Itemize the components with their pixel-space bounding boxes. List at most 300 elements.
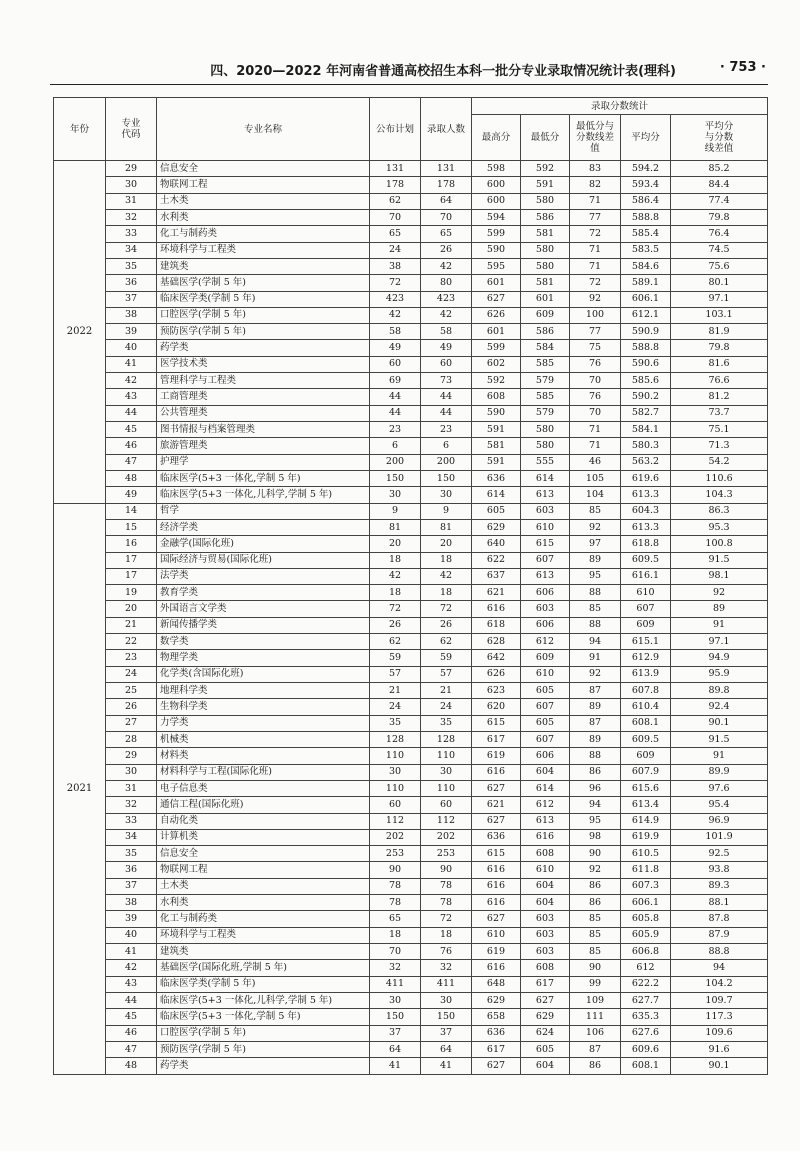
header-stats-group: 录取分数统计: [472, 98, 768, 115]
min-diff-cell: 85: [570, 503, 621, 519]
avg-cell: 586.4: [621, 193, 671, 209]
admitted-cell: 37: [421, 1025, 472, 1041]
min-cell: 609: [521, 650, 570, 666]
name-cell: 土木类: [157, 193, 370, 209]
admitted-cell: 64: [421, 1041, 472, 1057]
avg-cell: 580.3: [621, 438, 671, 454]
max-cell: 636: [472, 829, 521, 845]
name-cell: 土木类: [157, 878, 370, 894]
code-cell: 43: [106, 976, 157, 992]
code-cell: 43: [106, 389, 157, 405]
avg-cell: 589.1: [621, 275, 671, 291]
min-diff-cell: 104: [570, 487, 621, 503]
min-diff-cell: 76: [570, 356, 621, 372]
min-diff-cell: 88: [570, 748, 621, 764]
table-row: [54, 699, 768, 715]
plan-cell: 131: [370, 161, 421, 177]
plan-cell: 62: [370, 634, 421, 650]
code-cell: 20: [106, 601, 157, 617]
min-diff-cell: 71: [570, 242, 621, 258]
min-diff-cell: 85: [570, 944, 621, 960]
plan-cell: 423: [370, 291, 421, 307]
name-cell: 地理科学类: [157, 683, 370, 699]
avg-cell: 613.3: [621, 487, 671, 503]
code-cell: 21: [106, 617, 157, 633]
min-diff-cell: 72: [570, 275, 621, 291]
table-row: [54, 503, 768, 519]
table-row: [54, 552, 768, 568]
max-cell: 640: [472, 536, 521, 552]
code-cell: 35: [106, 846, 157, 862]
code-cell: 33: [106, 226, 157, 242]
table-row: [54, 307, 768, 323]
name-cell: 水利类: [157, 895, 370, 911]
avg-cell: 593.4: [621, 177, 671, 193]
max-cell: 605: [472, 503, 521, 519]
min-cell: 612: [521, 634, 570, 650]
min-cell: 627: [521, 992, 570, 1008]
max-cell: 623: [472, 683, 521, 699]
admitted-cell: 57: [421, 666, 472, 682]
table-row: [54, 519, 768, 535]
min-diff-cell: 87: [570, 683, 621, 699]
plan-cell: 60: [370, 356, 421, 372]
min-diff-cell: 46: [570, 454, 621, 470]
table-row: [54, 258, 768, 274]
table-row: [54, 878, 768, 894]
min-cell: 606: [521, 585, 570, 601]
plan-cell: 60: [370, 797, 421, 813]
admitted-cell: 110: [421, 780, 472, 796]
plan-cell: 20: [370, 536, 421, 552]
avg-diff-cell: 89.3: [671, 878, 768, 894]
avg-cell: 605.8: [621, 911, 671, 927]
name-cell: 机械类: [157, 731, 370, 747]
table-row: [54, 617, 768, 633]
min-cell: 591: [521, 177, 570, 193]
max-cell: 637: [472, 568, 521, 584]
name-cell: 护理学: [157, 454, 370, 470]
admitted-cell: 41: [421, 1058, 472, 1074]
avg-cell: 609.5: [621, 552, 671, 568]
avg-cell: 590.9: [621, 324, 671, 340]
admitted-cell: 49: [421, 340, 472, 356]
avg-diff-cell: 117.3: [671, 1009, 768, 1025]
table-row: [54, 487, 768, 503]
avg-diff-cell: 86.3: [671, 503, 768, 519]
name-cell: 物联网工程: [157, 862, 370, 878]
min-cell: 606: [521, 617, 570, 633]
admitted-cell: 42: [421, 568, 472, 584]
min-cell: 581: [521, 226, 570, 242]
avg-cell: 608.1: [621, 715, 671, 731]
avg-cell: 604.3: [621, 503, 671, 519]
plan-cell: 49: [370, 340, 421, 356]
min-cell: 606: [521, 748, 570, 764]
avg-cell: 613.9: [621, 666, 671, 682]
min-diff-cell: 100: [570, 307, 621, 323]
table-row: [54, 862, 768, 878]
min-diff-cell: 105: [570, 470, 621, 486]
min-cell: 629: [521, 1009, 570, 1025]
name-cell: 生物科学类: [157, 699, 370, 715]
table-row: [54, 1025, 768, 1041]
table-row: [54, 226, 768, 242]
max-cell: 621: [472, 585, 521, 601]
admitted-cell: 80: [421, 275, 472, 291]
min-cell: 603: [521, 601, 570, 617]
plan-cell: 200: [370, 454, 421, 470]
avg-diff-cell: 95.9: [671, 666, 768, 682]
avg-diff-cell: 109.7: [671, 992, 768, 1008]
min-cell: 579: [521, 405, 570, 421]
min-diff-cell: 71: [570, 193, 621, 209]
avg-diff-cell: 97.6: [671, 780, 768, 796]
plan-cell: 59: [370, 650, 421, 666]
table-row: [54, 780, 768, 796]
admitted-cell: 202: [421, 829, 472, 845]
avg-cell: 616.1: [621, 568, 671, 584]
avg-cell: 610.4: [621, 699, 671, 715]
min-diff-cell: 89: [570, 699, 621, 715]
plan-cell: 18: [370, 552, 421, 568]
avg-diff-cell: 71.3: [671, 438, 768, 454]
name-cell: 化工与制药类: [157, 911, 370, 927]
avg-cell: 612: [621, 960, 671, 976]
name-cell: 管理科学与工程类: [157, 373, 370, 389]
max-cell: 615: [472, 846, 521, 862]
min-cell: 614: [521, 470, 570, 486]
avg-diff-cell: 101.9: [671, 829, 768, 845]
avg-diff-cell: 93.8: [671, 862, 768, 878]
table-row: [54, 715, 768, 731]
avg-diff-cell: 76.6: [671, 373, 768, 389]
admitted-cell: 32: [421, 960, 472, 976]
admitted-cell: 44: [421, 389, 472, 405]
name-cell: 临床医学(5+3 一体化,儿科学,学制 5 年): [157, 992, 370, 1008]
avg-diff-cell: 94.9: [671, 650, 768, 666]
min-diff-cell: 76: [570, 389, 621, 405]
name-cell: 物联网工程: [157, 177, 370, 193]
code-cell: 41: [106, 356, 157, 372]
plan-cell: 35: [370, 715, 421, 731]
page-title: 四、2020—2022 年河南省普通高校招生本科一批分专业录取情况统计表(理科): [210, 64, 676, 79]
max-cell: 600: [472, 193, 521, 209]
table-row: [54, 1041, 768, 1057]
min-diff-cell: 86: [570, 878, 621, 894]
table-row: [54, 177, 768, 193]
code-cell: 40: [106, 340, 157, 356]
admitted-cell: 65: [421, 226, 472, 242]
avg-cell: 607.9: [621, 764, 671, 780]
admitted-cell: 112: [421, 813, 472, 829]
name-cell: 物理学类: [157, 650, 370, 666]
admitted-cell: 6: [421, 438, 472, 454]
avg-cell: 607: [621, 601, 671, 617]
avg-diff-cell: 87.8: [671, 911, 768, 927]
admitted-cell: 72: [421, 911, 472, 927]
table-row: [54, 209, 768, 225]
avg-cell: 619.6: [621, 470, 671, 486]
avg-diff-cell: 85.2: [671, 161, 768, 177]
code-cell: 46: [106, 438, 157, 454]
min-cell: 615: [521, 536, 570, 552]
admitted-cell: 60: [421, 356, 472, 372]
table-row: [54, 161, 768, 177]
max-cell: 648: [472, 976, 521, 992]
code-cell: 27: [106, 715, 157, 731]
avg-diff-cell: 104.3: [671, 487, 768, 503]
table-row: [54, 731, 768, 747]
avg-diff-cell: 79.8: [671, 340, 768, 356]
avg-diff-cell: 110.6: [671, 470, 768, 486]
min-cell: 604: [521, 895, 570, 911]
avg-cell: 594.2: [621, 161, 671, 177]
name-cell: 药学类: [157, 1058, 370, 1074]
min-cell: 607: [521, 699, 570, 715]
max-cell: 608: [472, 389, 521, 405]
min-diff-cell: 88: [570, 585, 621, 601]
name-cell: 建筑类: [157, 944, 370, 960]
table-row: [54, 911, 768, 927]
max-cell: 594: [472, 209, 521, 225]
table-row: [54, 340, 768, 356]
min-diff-cell: 75: [570, 340, 621, 356]
code-cell: 46: [106, 1025, 157, 1041]
name-cell: 药学类: [157, 340, 370, 356]
avg-cell: 588.8: [621, 340, 671, 356]
min-cell: 580: [521, 422, 570, 438]
min-cell: 580: [521, 438, 570, 454]
admitted-cell: 64: [421, 193, 472, 209]
name-cell: 临床医学类(学制 5 年): [157, 291, 370, 307]
avg-cell: 613.3: [621, 519, 671, 535]
year-cell: 2022: [54, 161, 106, 504]
header-max: 最高分: [472, 115, 521, 161]
min-cell: 610: [521, 666, 570, 682]
max-cell: 626: [472, 666, 521, 682]
min-cell: 603: [521, 503, 570, 519]
plan-cell: 30: [370, 764, 421, 780]
min-cell: 613: [521, 813, 570, 829]
min-cell: 614: [521, 780, 570, 796]
name-cell: 外国语言文学类: [157, 601, 370, 617]
avg-cell: 582.7: [621, 405, 671, 421]
table-row: [54, 438, 768, 454]
plan-cell: 30: [370, 992, 421, 1008]
table-row: [54, 976, 768, 992]
max-cell: 627: [472, 780, 521, 796]
name-cell: 计算机类: [157, 829, 370, 845]
min-diff-cell: 88: [570, 617, 621, 633]
name-cell: 数学类: [157, 634, 370, 650]
max-cell: 616: [472, 878, 521, 894]
plan-cell: 18: [370, 927, 421, 943]
min-cell: 617: [521, 976, 570, 992]
min-cell: 609: [521, 307, 570, 323]
min-cell: 607: [521, 731, 570, 747]
avg-cell: 607.3: [621, 878, 671, 894]
max-cell: 600: [472, 177, 521, 193]
max-cell: 591: [472, 454, 521, 470]
avg-cell: 622.2: [621, 976, 671, 992]
plan-cell: 110: [370, 748, 421, 764]
table-row: [54, 846, 768, 862]
code-cell: 34: [106, 242, 157, 258]
min-cell: 616: [521, 829, 570, 845]
max-cell: 636: [472, 470, 521, 486]
min-cell: 601: [521, 291, 570, 307]
name-cell: 临床医学(5+3 一体化,学制 5 年): [157, 1009, 370, 1025]
table-row: [54, 666, 768, 682]
admitted-cell: 78: [421, 878, 472, 894]
min-diff-cell: 86: [570, 895, 621, 911]
avg-cell: 618.8: [621, 536, 671, 552]
table-row: [54, 356, 768, 372]
table-row: [54, 601, 768, 617]
table-row: [54, 536, 768, 552]
table-body: [54, 161, 768, 1075]
max-cell: 590: [472, 405, 521, 421]
avg-diff-cell: 88.8: [671, 944, 768, 960]
name-cell: 哲学: [157, 503, 370, 519]
code-cell: 36: [106, 862, 157, 878]
avg-diff-cell: 92.4: [671, 699, 768, 715]
table-row: [54, 960, 768, 976]
avg-cell: 614.9: [621, 813, 671, 829]
name-cell: 化工与制药类: [157, 226, 370, 242]
admitted-cell: 24: [421, 699, 472, 715]
min-diff-cell: 90: [570, 846, 621, 862]
min-cell: 580: [521, 242, 570, 258]
admitted-cell: 423: [421, 291, 472, 307]
plan-cell: 42: [370, 307, 421, 323]
avg-cell: 608.1: [621, 1058, 671, 1074]
admitted-cell: 76: [421, 944, 472, 960]
table-row: [54, 764, 768, 780]
name-cell: 材料科学与工程(国际化班): [157, 764, 370, 780]
table-row: [54, 992, 768, 1008]
avg-cell: 610: [621, 585, 671, 601]
min-diff-cell: 95: [570, 813, 621, 829]
avg-diff-cell: 109.6: [671, 1025, 768, 1041]
admitted-cell: 253: [421, 846, 472, 862]
code-cell: 29: [106, 748, 157, 764]
table-row: [54, 813, 768, 829]
code-cell: 49: [106, 487, 157, 503]
header-min: 最低分: [521, 115, 570, 161]
code-cell: 34: [106, 829, 157, 845]
code-cell: 42: [106, 373, 157, 389]
min-diff-cell: 87: [570, 715, 621, 731]
name-cell: 口腔医学(学制 5 年): [157, 1025, 370, 1041]
avg-cell: 609: [621, 748, 671, 764]
plan-cell: 30: [370, 487, 421, 503]
max-cell: 628: [472, 634, 521, 650]
code-cell: 39: [106, 324, 157, 340]
avg-cell: 635.3: [621, 1009, 671, 1025]
name-cell: 自动化类: [157, 813, 370, 829]
min-cell: 586: [521, 324, 570, 340]
min-cell: 605: [521, 1041, 570, 1057]
plan-cell: 202: [370, 829, 421, 845]
plan-cell: 44: [370, 405, 421, 421]
code-cell: 47: [106, 1041, 157, 1057]
plan-cell: 78: [370, 895, 421, 911]
name-cell: 信息安全: [157, 846, 370, 862]
min-diff-cell: 92: [570, 291, 621, 307]
code-cell: 40: [106, 927, 157, 943]
max-cell: 622: [472, 552, 521, 568]
code-cell: 44: [106, 405, 157, 421]
code-cell: 24: [106, 666, 157, 682]
code-cell: 22: [106, 634, 157, 650]
min-cell: 610: [521, 519, 570, 535]
code-cell: 32: [106, 209, 157, 225]
admitted-cell: 72: [421, 601, 472, 617]
plan-cell: 72: [370, 275, 421, 291]
code-cell: 33: [106, 813, 157, 829]
min-diff-cell: 90: [570, 960, 621, 976]
code-cell: 32: [106, 797, 157, 813]
plan-cell: 62: [370, 193, 421, 209]
admitted-cell: 60: [421, 797, 472, 813]
admitted-cell: 30: [421, 992, 472, 1008]
avg-diff-cell: 80.1: [671, 275, 768, 291]
code-cell: 37: [106, 291, 157, 307]
avg-cell: 563.2: [621, 454, 671, 470]
plan-cell: 37: [370, 1025, 421, 1041]
max-cell: 620: [472, 699, 521, 715]
max-cell: 616: [472, 895, 521, 911]
min-cell: 607: [521, 552, 570, 568]
plan-cell: 69: [370, 373, 421, 389]
min-diff-cell: 89: [570, 731, 621, 747]
avg-cell: 607.8: [621, 683, 671, 699]
max-cell: 602: [472, 356, 521, 372]
admitted-cell: 59: [421, 650, 472, 666]
min-diff-cell: 71: [570, 438, 621, 454]
plan-cell: 253: [370, 846, 421, 862]
table-row: [54, 422, 768, 438]
header-name: 专业名称: [157, 98, 370, 161]
max-cell: 618: [472, 617, 521, 633]
avg-cell: 615.1: [621, 634, 671, 650]
avg-diff-cell: 100.8: [671, 536, 768, 552]
header-year: 年份: [54, 98, 106, 161]
avg-diff-cell: 91: [671, 617, 768, 633]
max-cell: 626: [472, 307, 521, 323]
avg-diff-cell: 79.8: [671, 209, 768, 225]
avg-diff-cell: 75.6: [671, 258, 768, 274]
code-cell: 17: [106, 568, 157, 584]
header-min-diff: 最低分与分数线差值: [570, 115, 621, 161]
plan-cell: 128: [370, 731, 421, 747]
max-cell: 619: [472, 944, 521, 960]
name-cell: 环境科学与工程类: [157, 927, 370, 943]
min-cell: 555: [521, 454, 570, 470]
plan-cell: 24: [370, 699, 421, 715]
avg-diff-cell: 84.4: [671, 177, 768, 193]
code-cell: 38: [106, 895, 157, 911]
avg-cell: 627.7: [621, 992, 671, 1008]
admitted-cell: 128: [421, 731, 472, 747]
name-cell: 金融学(国际化班): [157, 536, 370, 552]
code-cell: 25: [106, 683, 157, 699]
table-row: [54, 650, 768, 666]
name-cell: 工商管理类: [157, 389, 370, 405]
admitted-cell: 70: [421, 209, 472, 225]
